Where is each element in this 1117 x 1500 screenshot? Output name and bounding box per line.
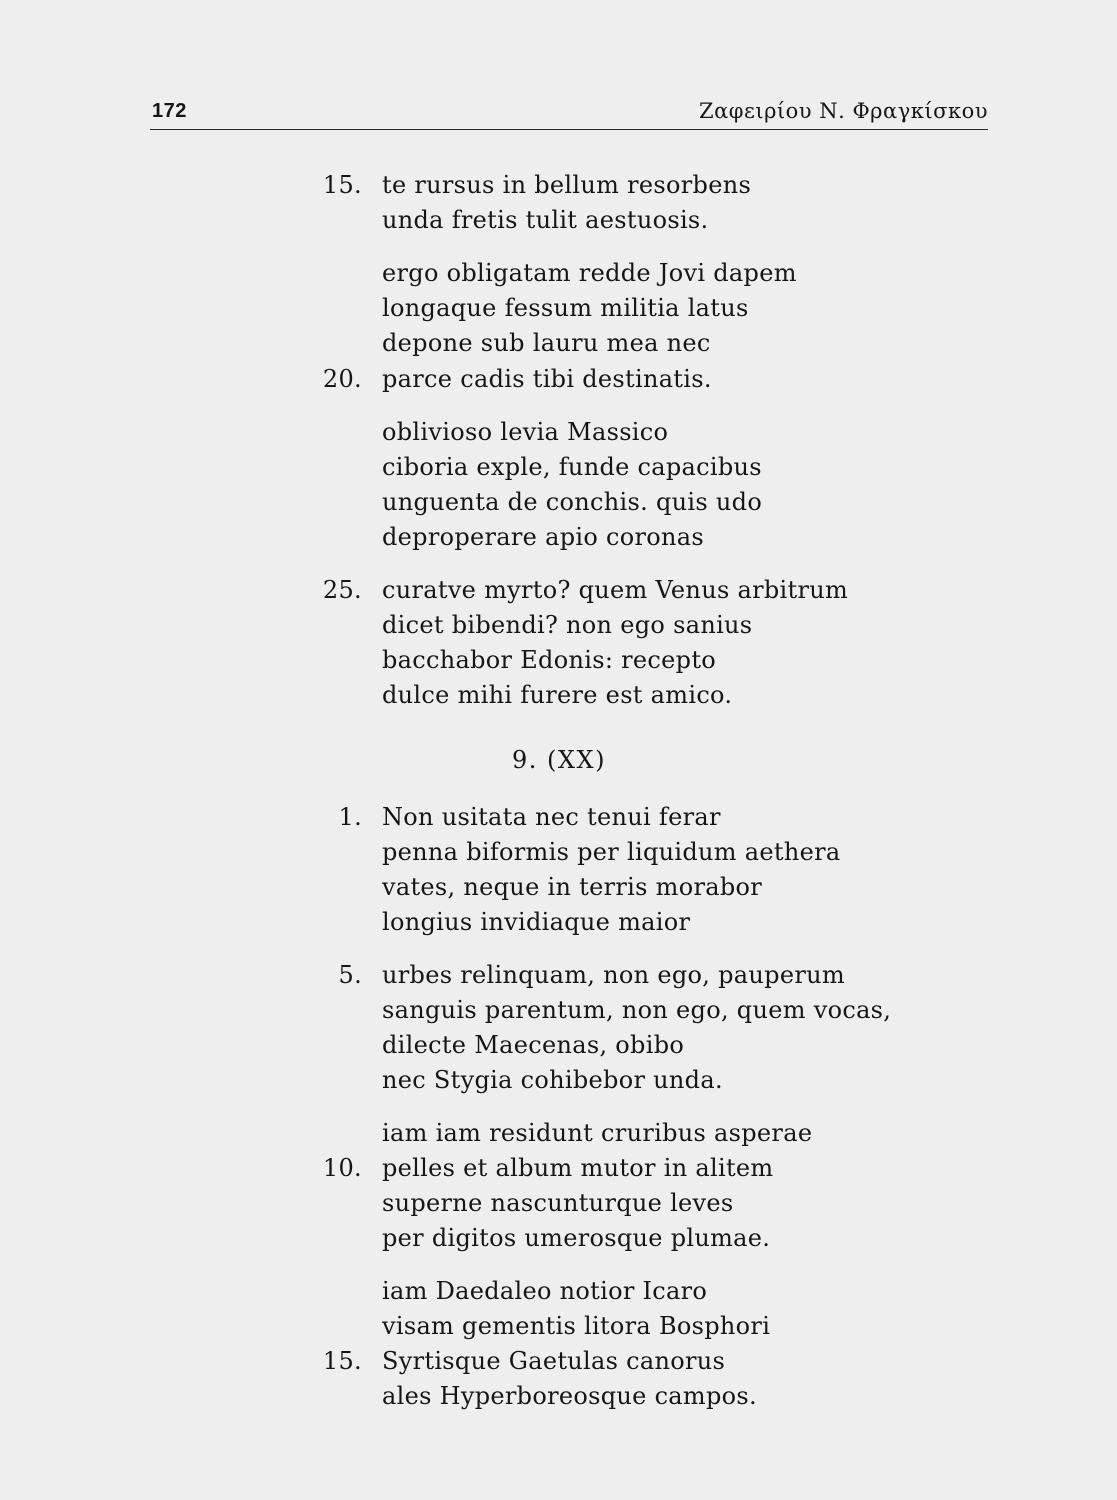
- verse-text: ergo obligatam redde Jovi dapem: [382, 259, 797, 287]
- line-number: 5.: [338, 961, 362, 989]
- verse-text: ales Hyperboreosque campos.: [382, 1382, 757, 1410]
- line-number: 1.: [338, 803, 362, 831]
- verse-text: dilecte Maecenas, obibo: [382, 1031, 685, 1059]
- verse-text: Syrtisque Gaetulas canorus: [382, 1347, 726, 1375]
- verse-text: visam gementis litora Bosphori: [382, 1312, 771, 1340]
- verse-text: longaque fessum militia latus: [382, 294, 749, 322]
- verse-text: urbes relinquam, non ego, pauperum: [382, 961, 845, 989]
- header-rule: [150, 129, 988, 130]
- verse-text: pelles et album mutor in alitem: [382, 1154, 774, 1182]
- verse-text: oblivioso levia Massico: [382, 418, 669, 446]
- verse-text: sanguis parentum, non ego, quem vocas,: [382, 996, 892, 1024]
- page-header: [150, 98, 988, 130]
- verse-text: Non usitata nec tenui ferar: [382, 803, 721, 831]
- verse-text: per digitos umerosque plumae.: [382, 1224, 771, 1252]
- verse-text: iam iam residunt cruribus asperae: [382, 1119, 813, 1147]
- verse-text: ciboria exple, funde capacibus: [382, 453, 762, 481]
- verse-text: te rursus in bellum resorbens: [382, 171, 752, 199]
- verse-text: bacchabor Edonis: recepto: [382, 646, 717, 674]
- running-head: Ζαφειρίου Ν. Φραγκίσκου: [698, 99, 988, 123]
- verse-text: unda fretis tulit aestuosis.: [382, 206, 709, 234]
- verse-text: iam Daedaleo notior Icaro: [382, 1277, 708, 1305]
- verse-text: longius invidiaque maior: [382, 908, 691, 936]
- verse-text: nec Stygia cohibebor unda.: [382, 1066, 723, 1094]
- verse-text: superne nascunturque leves: [382, 1189, 734, 1217]
- verse-text: deproperare apio coronas: [382, 523, 705, 551]
- line-number: 20.: [322, 365, 362, 393]
- verse-text: dulce mihi furere est amico.: [382, 681, 733, 709]
- line-number: 15.: [322, 171, 362, 199]
- line-number: 10.: [322, 1154, 362, 1182]
- section-heading: 9. (XX): [512, 746, 606, 774]
- verse-text: curatve myrto? quem Venus arbitrum: [382, 576, 849, 604]
- line-number: 25.: [322, 576, 362, 604]
- verse-text: penna biformis per liquidum aethera: [382, 838, 841, 866]
- verse-text: depone sub lauru mea nec: [382, 329, 711, 357]
- verse-text: dicet bibendi? non ego sanius: [382, 611, 753, 639]
- verse-text: vates, neque in terris morabor: [382, 873, 763, 901]
- line-number: 15.: [322, 1347, 362, 1375]
- verse-text: parce cadis tibi destinatis.: [382, 365, 712, 393]
- verse-text: unguenta de conchis. quis udo: [382, 488, 763, 516]
- page-number: 172: [152, 100, 187, 122]
